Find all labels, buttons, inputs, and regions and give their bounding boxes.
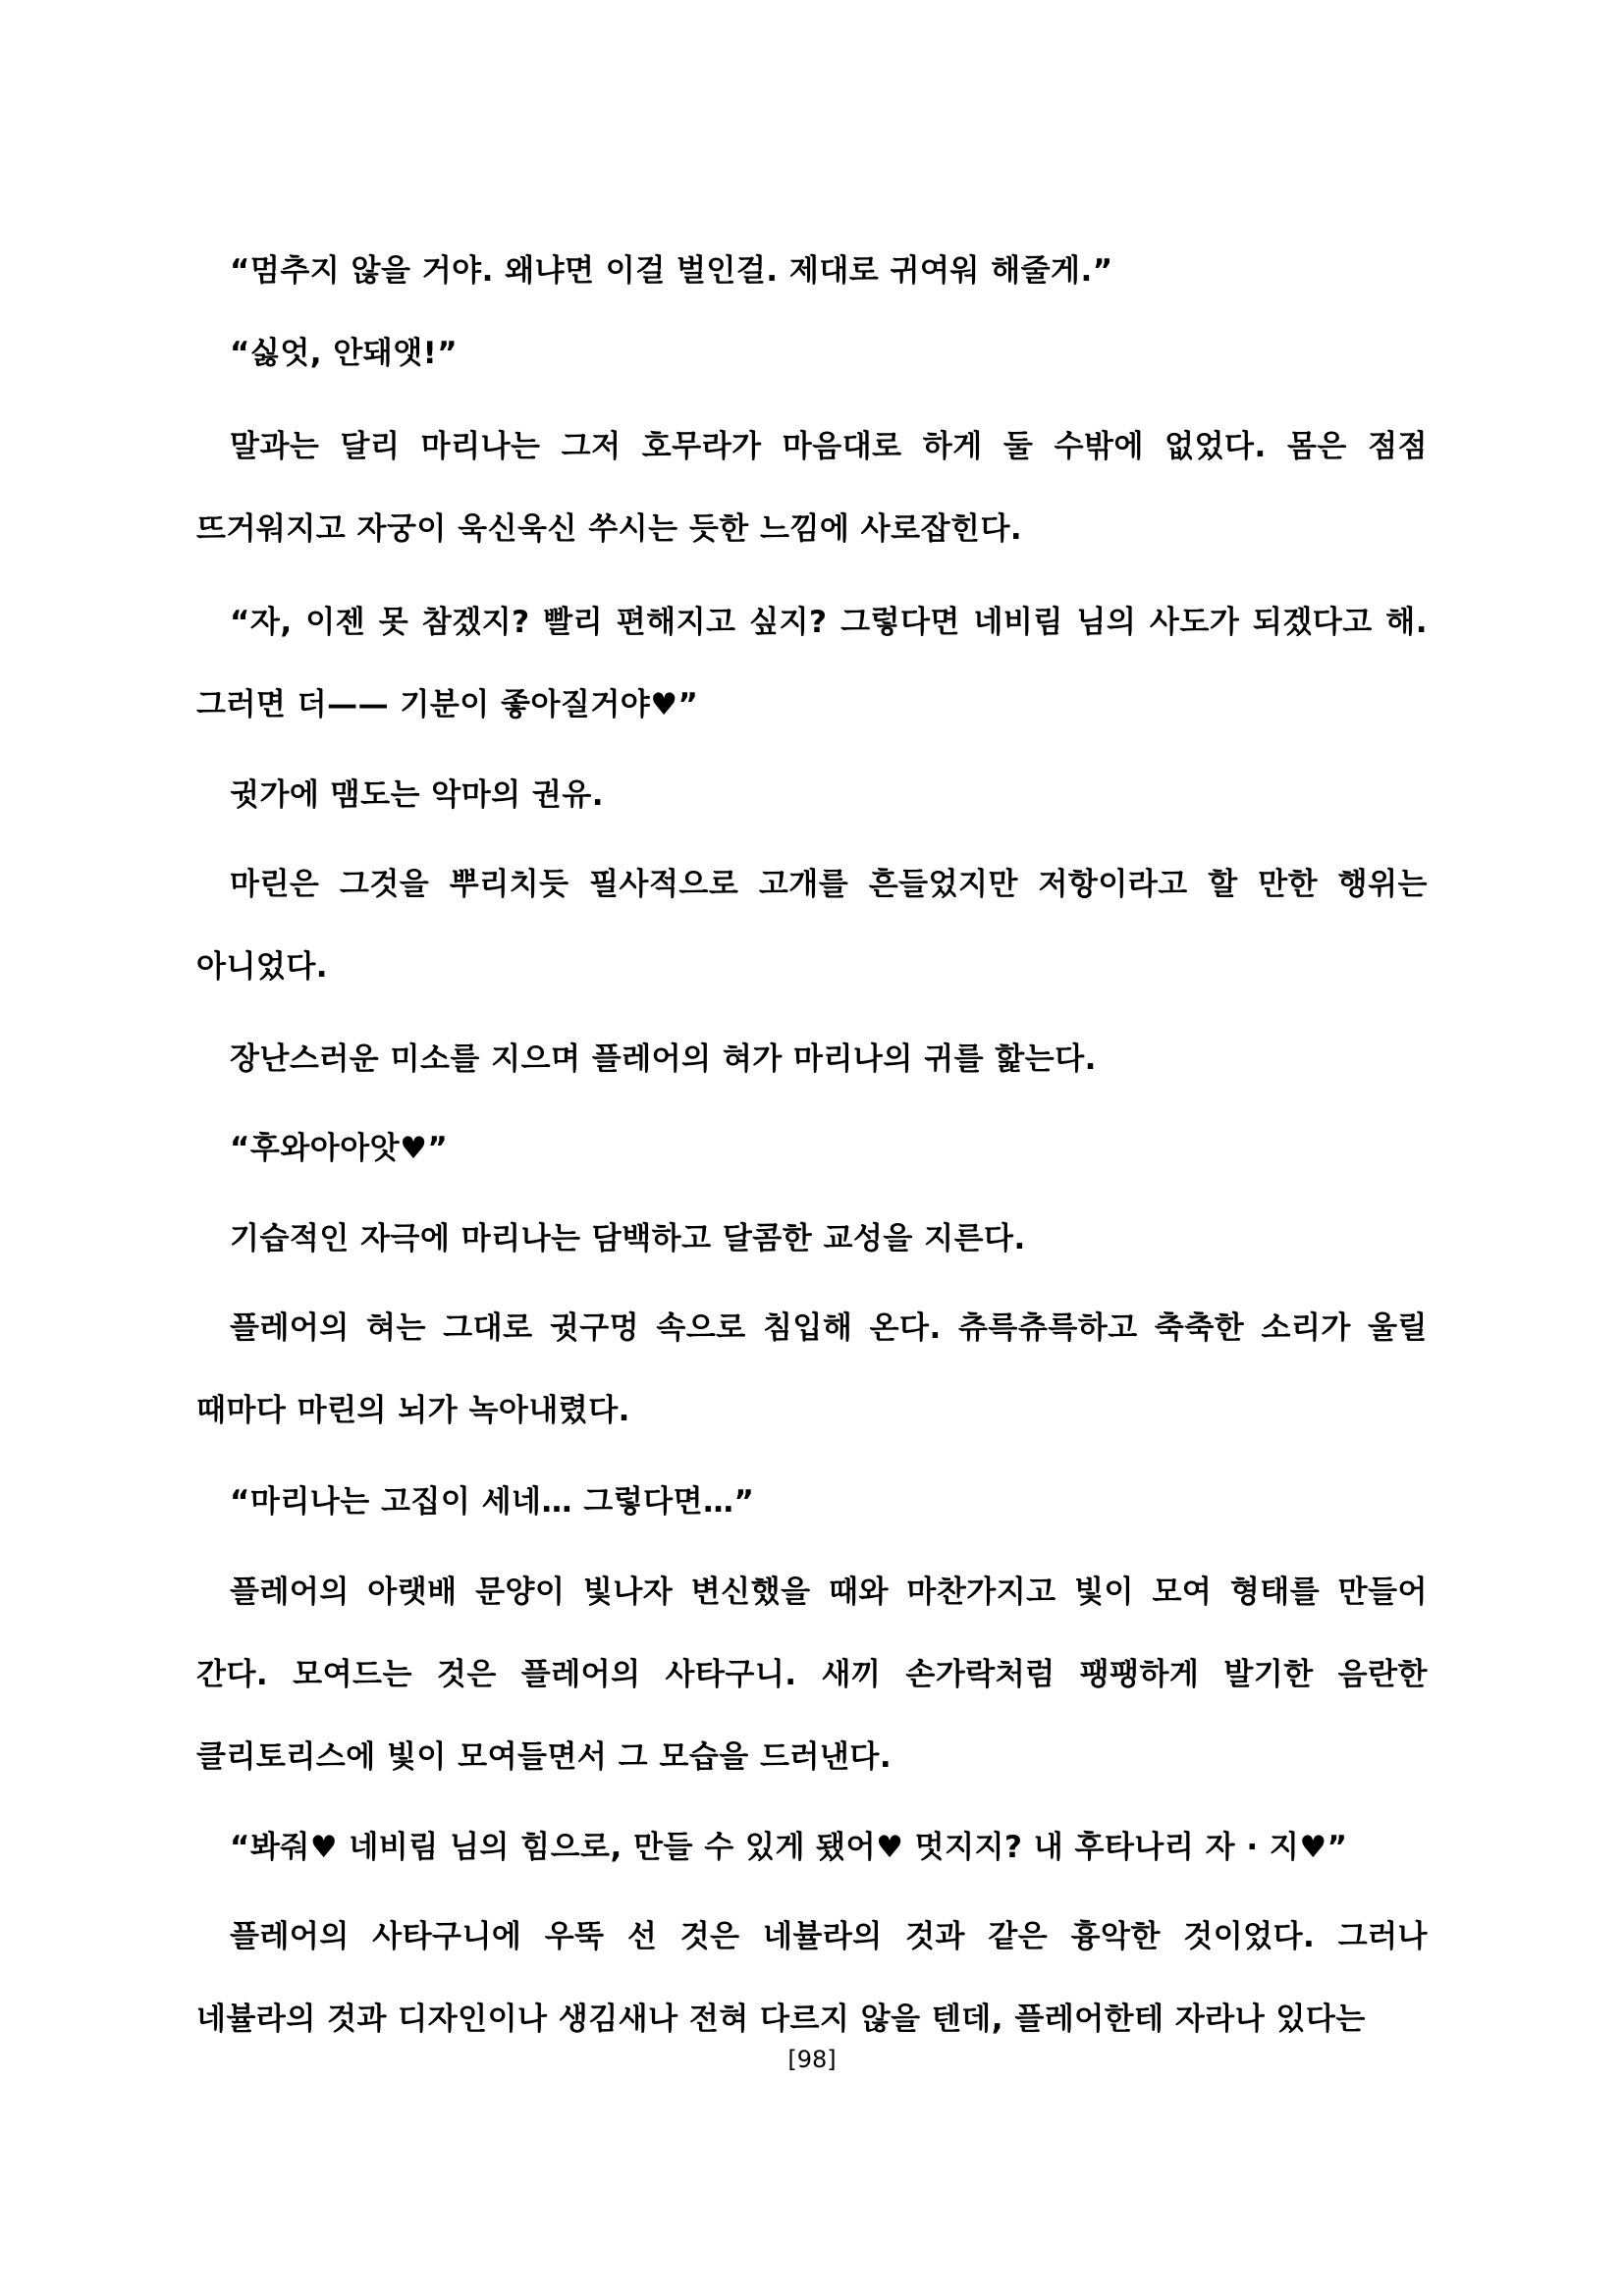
paragraph-1: “멈추지 않을 거야. 왜냐면 이걸 벌인걸. 제대로 귀여워 해줄게.” [230, 253, 1113, 289]
paragraph-9: 기습적인 자극에 마리나는 담백하고 달콤한 교성을 지른다. [230, 1221, 1026, 1256]
paragraph-6: 마린은 그것을 뿌리치듯 필사적으로 고개를 흔들었지만 저항이라고 할 만한 행위는 아니었다. [196, 867, 1428, 985]
paragraph-13: “봐줘♥ 네비림 님의 힘으로, 만들 수 있게 됐어♥ 멋지지? 내 후타나리 자 · 지♥” [230, 1830, 1348, 1865]
paragraph-10: 플레어의 혀는 그대로 귓구멍 속으로 침입해 온다. 츄륵츄륵하고 축축한 소리가 울릴 때마다 마린의 뇌가 녹아내렸다. [196, 1310, 1428, 1428]
paragraph-14: 플레어의 사타구니에 우뚝 선 것은 네뷸라의 것과 같은 흉악한 것이었다. 그러나 네뷸라의 것과 디자인이나 생김새나 전혀 다르지 않을 텐데, 플레어한테 자라나 있다는 [196, 1919, 1428, 2037]
paragraph-8: “후와아아앗♥” [230, 1131, 449, 1166]
paragraph-7: 장난스러운 미소를 지으며 플레어의 혀가 마리나의 귀를 핥는다. [230, 1041, 1097, 1077]
paragraph-4: “자, 이젠 못 참겠지? 빨리 편해지고 싶지? 그렇다면 네비림 님의 사도가 되겠다고 해. 그러면 더—— 기분이 좋아질거야♥” [196, 605, 1428, 722]
paragraph-12: 플레어의 아랫배 문양이 빛나자 변신했을 때와 마찬가지고 빛이 모여 형태를 만들어 간다. 모여드는 것은 플레어의 사타구니. 새끼 손가락처럼 팽팽하게 발기한 음란한 클리토리스에 빛이 모여들면서 그 모습을 드러낸다. [196, 1575, 1428, 1775]
paragraph-2: “싫엇, 안돼앳!” [230, 336, 459, 371]
paragraph-5: 귓가에 맴도는 악마의 권유. [230, 777, 605, 813]
paragraph-3: 말과는 달리 마리나는 그저 호무라가 마음대로 하게 둘 수밖에 없었다. 몸은 점점 뜨거워지고 자궁이 욱신욱신 쑤시는 듯한 느낌에 사로잡힌다. [196, 429, 1428, 547]
paragraph-11: “마리나는 고집이 세네… 그렇다면…” [230, 1484, 755, 1520]
page-number: [98] [787, 2046, 837, 2073]
